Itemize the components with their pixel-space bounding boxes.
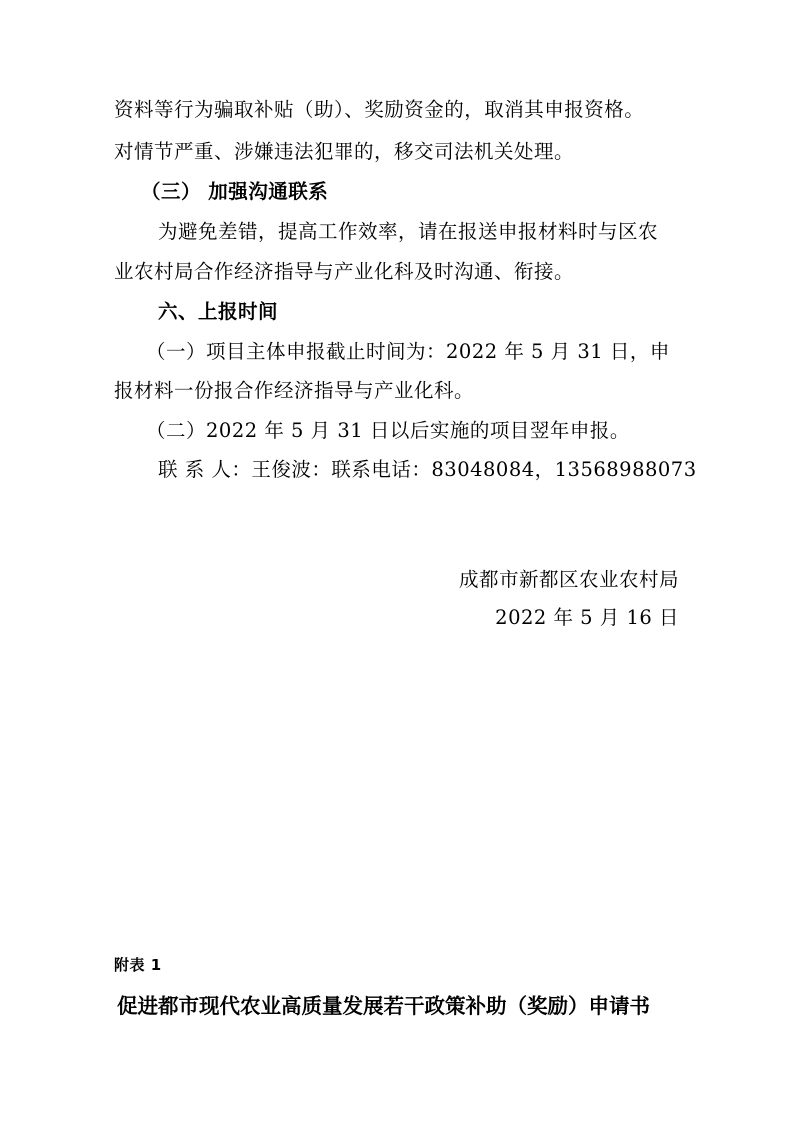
signature-date: 2022 年 5 月 16 日 xyxy=(495,606,679,629)
attachment-title: 促进都市现代农业高质量发展若干政策补助（奖励）申请书 xyxy=(117,994,650,1018)
paragraph-text: 报材料一份报合作经济指导与产业化科。 xyxy=(114,379,475,402)
paragraph-text: （一）项目主体申报截止时间为：2022 年 5 月 31 日，申 xyxy=(146,340,670,363)
signature-org: 成都市新都区农业农村局 xyxy=(458,568,679,591)
paragraph-text: 对情节严重、涉嫌违法犯罪的，移交司法机关处理。 xyxy=(114,140,575,163)
section-heading: 六、上报时间 xyxy=(158,300,279,323)
paragraph-text: 为避免差错，提高工作效率，请在报送申报材料时与区农 xyxy=(158,220,659,243)
contact-line: 联 系 人：王俊波：联系电话：83048084，13568988073 xyxy=(158,458,697,481)
paragraph-text: （二）2022 年 5 月 31 日以后实施的项目翌年申报。 xyxy=(146,419,630,442)
attachment-label: 附表 1 xyxy=(114,956,162,974)
paragraph-text: 资料等行为骗取补贴（助）、奖励资金的，取消其申报资格。 xyxy=(114,98,645,121)
section-heading: （三） 加强沟通联系 xyxy=(141,180,329,203)
paragraph-text: 业农村局合作经济指导与产业化科及时沟通、衔接。 xyxy=(114,260,575,283)
